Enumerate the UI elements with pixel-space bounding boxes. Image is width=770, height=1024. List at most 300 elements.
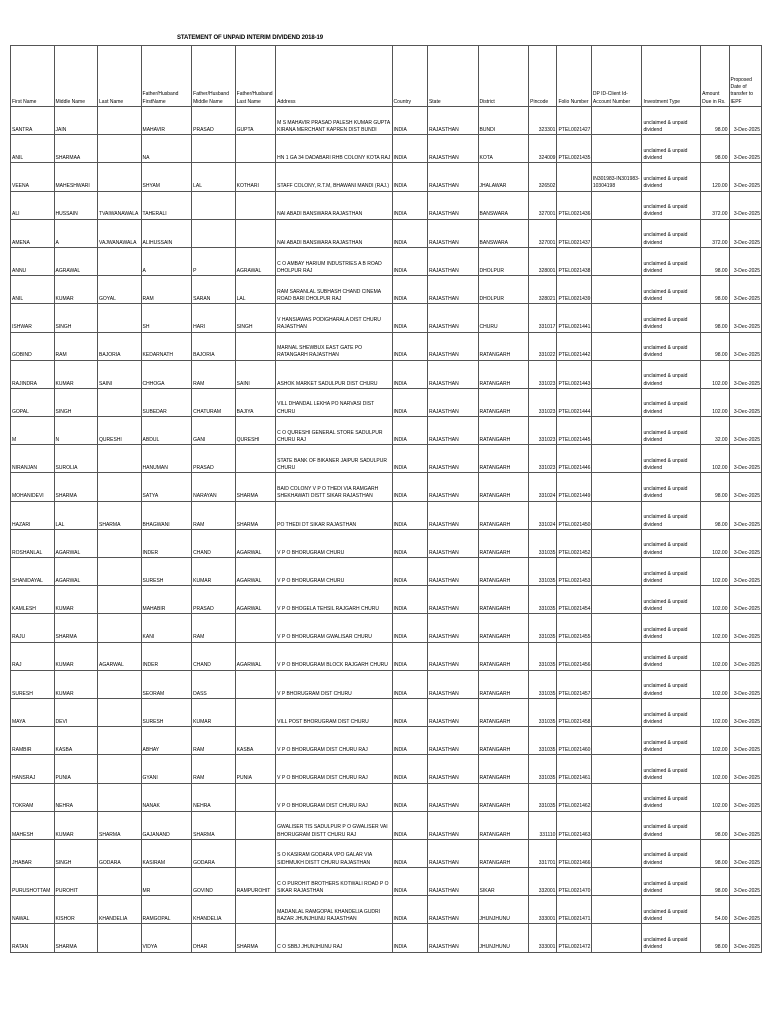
cell-father-last-name — [235, 135, 275, 163]
cell-amount-due: 98.00 — [701, 135, 729, 163]
cell-father-last-name — [235, 896, 275, 924]
cell-state: RAJASTHAN — [427, 388, 478, 416]
cell-dp-client-id — [591, 417, 642, 445]
cell-father-middle-name: RAM — [192, 501, 236, 529]
cell-district: BANSWARA — [478, 191, 529, 219]
table-row — [11, 586, 762, 614]
cell-father-first-name: ABDUL — [141, 417, 192, 445]
cell-father-first-name: KASIRAM — [141, 839, 192, 867]
cell-district: JHALAWAR — [478, 163, 529, 191]
cell-country: INDIA — [392, 924, 427, 952]
cell-country: INDIA — [392, 163, 427, 191]
cell-pincode: 331035 — [529, 670, 557, 698]
cell-father-middle-name: SARAN — [192, 276, 236, 304]
cell-district: JHUNJHUNU — [478, 896, 529, 924]
cell-amount-due: 98.00 — [701, 501, 729, 529]
cell-address: V P O BHORUGRAM CHURU — [276, 529, 392, 557]
cell-last-name: TVAIWANAWALA — [98, 191, 142, 219]
cell-father-middle-name: LAL — [192, 163, 236, 191]
cell-investment-type: unclaimed & unpaid dividend — [642, 417, 701, 445]
cell-amount-due: 102.00 — [701, 642, 729, 670]
cell-father-middle-name: KHANDELIA — [192, 896, 236, 924]
cell-district: JHUNJHUNU — [478, 924, 529, 952]
cell-district: RATANGARH — [478, 558, 529, 586]
cell-amount-due: 98.00 — [701, 924, 729, 952]
cell-amount-due: 98.00 — [701, 868, 729, 896]
cell-middle-name: NEHRA — [54, 783, 98, 811]
cell-first-name: NIRANJAN — [11, 445, 55, 473]
table-row — [11, 276, 762, 304]
col-header-district: District — [478, 46, 529, 107]
col-header-father-middle-name: Father/Husband Middle Name — [192, 46, 236, 107]
cell-last-name — [98, 247, 142, 275]
cell-dp-client-id — [591, 670, 642, 698]
cell-transfer-date: 3-Dec-2025 — [729, 417, 762, 445]
cell-state: RAJASTHAN — [427, 614, 478, 642]
cell-transfer-date: 3-Dec-2025 — [729, 896, 762, 924]
cell-district: RATANGARH — [478, 417, 529, 445]
cell-investment-type: unclaimed & unpaid dividend — [642, 896, 701, 924]
cell-middle-name: KUMAR — [54, 811, 98, 839]
page-title: STATEMENT OF UNPAID INTERIM DIVIDEND 2018-19 — [177, 35, 323, 41]
cell-middle-name: SINGH — [54, 388, 98, 416]
cell-father-last-name — [235, 219, 275, 247]
cell-father-first-name: MAHABIR — [141, 586, 192, 614]
cell-father-middle-name: RAM — [192, 360, 236, 388]
cell-district: RATANGARH — [478, 360, 529, 388]
cell-district: BANSWARA — [478, 219, 529, 247]
cell-transfer-date: 3-Dec-2025 — [729, 191, 762, 219]
cell-transfer-date: 3-Dec-2025 — [729, 163, 762, 191]
cell-address: V P BHORUGRAM DIST CHURU — [276, 670, 392, 698]
cell-state: RAJASTHAN — [427, 698, 478, 726]
cell-address: V HANSIAWAS PODIGHARALA DIST CHURU RAJASTHAN — [276, 304, 392, 332]
cell-dp-client-id — [591, 924, 642, 952]
cell-last-name — [98, 614, 142, 642]
cell-investment-type: unclaimed & unpaid dividend — [642, 247, 701, 275]
header-row — [11, 46, 762, 107]
cell-transfer-date: 3-Dec-2025 — [729, 755, 762, 783]
cell-country: INDIA — [392, 783, 427, 811]
table-row — [11, 135, 762, 163]
cell-father-middle-name: PRASAD — [192, 107, 236, 135]
cell-investment-type: unclaimed & unpaid dividend — [642, 727, 701, 755]
table-row — [11, 670, 762, 698]
cell-state: RAJASTHAN — [427, 276, 478, 304]
cell-district: CHURU — [478, 304, 529, 332]
cell-father-first-name: ABHAY — [141, 727, 192, 755]
cell-middle-name: AGRAWAL — [54, 247, 98, 275]
cell-district: SIKAR — [478, 868, 529, 896]
cell-father-last-name: GUPTA — [235, 107, 275, 135]
cell-last-name: GODARA — [98, 839, 142, 867]
cell-middle-name: SHARMA — [54, 614, 98, 642]
cell-country: INDIA — [392, 247, 427, 275]
cell-last-name — [98, 586, 142, 614]
cell-father-first-name: ALIHUSSAIN — [141, 219, 192, 247]
cell-pincode: 333001 — [529, 896, 557, 924]
cell-father-middle-name: KUMAR — [192, 558, 236, 586]
cell-pincode: 331024 — [529, 473, 557, 501]
cell-investment-type: unclaimed & unpaid dividend — [642, 388, 701, 416]
cell-middle-name: A — [54, 219, 98, 247]
cell-address: HN 1 GA 34 DADABARI RHB COLONY KOTA RAJ — [276, 135, 392, 163]
cell-amount-due: 102.00 — [701, 558, 729, 586]
col-header-address: Address — [276, 46, 392, 107]
cell-transfer-date: 3-Dec-2025 — [729, 924, 762, 952]
cell-country: INDIA — [392, 727, 427, 755]
cell-father-first-name: HANUMAN — [141, 445, 192, 473]
col-header-state: State — [427, 46, 478, 107]
col-header-middle-name: Middle Name — [54, 46, 98, 107]
cell-father-first-name: GAJANAND — [141, 811, 192, 839]
cell-father-first-name: BHAGWANI — [141, 501, 192, 529]
cell-state: RAJASTHAN — [427, 529, 478, 557]
cell-state: RAJASTHAN — [427, 332, 478, 360]
cell-folio-number: PTEL0021438 — [557, 247, 591, 275]
cell-pincode: 331023 — [529, 445, 557, 473]
cell-country: INDIA — [392, 558, 427, 586]
cell-father-first-name: SATYA — [141, 473, 192, 501]
cell-first-name: SHANIDAYAL — [11, 558, 55, 586]
cell-father-last-name — [235, 698, 275, 726]
cell-pincode: 331035 — [529, 642, 557, 670]
cell-investment-type: unclaimed & unpaid dividend — [642, 191, 701, 219]
cell-amount-due: 98.00 — [701, 332, 729, 360]
cell-folio-number: PTEL0021444 — [557, 388, 591, 416]
cell-district: RATANGARH — [478, 811, 529, 839]
cell-transfer-date: 3-Dec-2025 — [729, 332, 762, 360]
cell-first-name: RAJ — [11, 642, 55, 670]
cell-transfer-date: 3-Dec-2025 — [729, 614, 762, 642]
cell-last-name: QURESHI — [98, 417, 142, 445]
cell-father-last-name — [235, 332, 275, 360]
cell-father-last-name: KOTHARI — [235, 163, 275, 191]
cell-last-name — [98, 698, 142, 726]
cell-dp-client-id — [591, 586, 642, 614]
table-row — [11, 839, 762, 867]
cell-father-first-name: TAHERALI — [141, 191, 192, 219]
cell-district: RATANGARH — [478, 614, 529, 642]
cell-state: RAJASTHAN — [427, 811, 478, 839]
cell-first-name: ANIL — [11, 276, 55, 304]
cell-country: INDIA — [392, 219, 427, 247]
cell-father-last-name — [235, 191, 275, 219]
cell-first-name: MOHANIDEVI — [11, 473, 55, 501]
cell-address: BAID COLONY V P O THEDI VIA RAMGARH SHEKHAWATI DISTT SIKAR RAJASTHAN — [276, 473, 392, 501]
cell-father-first-name: SURESH — [141, 698, 192, 726]
cell-address: VILL POST BHORUGRAM DIST CHURU — [276, 698, 392, 726]
cell-father-last-name: AGARWAL — [235, 642, 275, 670]
cell-pincode: 331017 — [529, 304, 557, 332]
cell-first-name: NAWAL — [11, 896, 55, 924]
cell-last-name — [98, 304, 142, 332]
cell-amount-due: 98.00 — [701, 304, 729, 332]
cell-middle-name: JAIN — [54, 107, 98, 135]
cell-amount-due: 98.00 — [701, 107, 729, 135]
cell-address: C O SBBJ JHUNJHUNU RAJ — [276, 924, 392, 952]
cell-dp-client-id — [591, 558, 642, 586]
cell-transfer-date: 3-Dec-2025 — [729, 642, 762, 670]
table-row — [11, 360, 762, 388]
cell-pincode: 331035 — [529, 529, 557, 557]
cell-address: M S MAHAVIR PRASAD PALESH KUMAR GUPTA KIRANA MERCHANT KAPREN DIST BUNDI — [276, 107, 392, 135]
cell-first-name: GOPAL — [11, 388, 55, 416]
cell-transfer-date: 3-Dec-2025 — [729, 783, 762, 811]
cell-district: RATANGARH — [478, 501, 529, 529]
cell-state: RAJASTHAN — [427, 727, 478, 755]
col-header-transfer-date: Proposed Date of transfer to IEPF — [729, 46, 762, 107]
cell-district: RATANGARH — [478, 388, 529, 416]
cell-father-first-name: SEORAM — [141, 670, 192, 698]
cell-father-middle-name: GODARA — [192, 839, 236, 867]
col-header-last-name: Last Name — [98, 46, 142, 107]
col-header-amount-due: Amount Due in Rs. — [701, 46, 729, 107]
cell-pincode: 331035 — [529, 614, 557, 642]
cell-amount-due: 32.00 — [701, 417, 729, 445]
cell-first-name: HAZARI — [11, 501, 55, 529]
table-body — [11, 107, 762, 953]
cell-father-last-name: RAMPUROHIT — [235, 868, 275, 896]
cell-last-name — [98, 135, 142, 163]
cell-father-middle-name — [192, 219, 236, 247]
cell-country: INDIA — [392, 191, 427, 219]
cell-address: VILL DHANDAL LEKHA PO NARVASI DIST CHURU — [276, 388, 392, 416]
cell-state: RAJASTHAN — [427, 868, 478, 896]
cell-folio-number: PTEL0021460 — [557, 727, 591, 755]
cell-father-last-name: SINGH — [235, 304, 275, 332]
cell-dp-client-id — [591, 727, 642, 755]
cell-country: INDIA — [392, 417, 427, 445]
cell-pincode: 331023 — [529, 388, 557, 416]
cell-folio-number: PTEL0021455 — [557, 614, 591, 642]
cell-amount-due: 98.00 — [701, 247, 729, 275]
cell-middle-name: DEVI — [54, 698, 98, 726]
cell-investment-type: unclaimed & unpaid dividend — [642, 839, 701, 867]
cell-middle-name: PUNIA — [54, 755, 98, 783]
cell-investment-type: unclaimed & unpaid dividend — [642, 586, 701, 614]
cell-father-first-name: KANI — [141, 614, 192, 642]
cell-dp-client-id — [591, 388, 642, 416]
cell-transfer-date: 3-Dec-2025 — [729, 698, 762, 726]
cell-first-name: RAMBIR — [11, 727, 55, 755]
cell-dp-client-id — [591, 868, 642, 896]
cell-country: INDIA — [392, 107, 427, 135]
cell-transfer-date: 3-Dec-2025 — [729, 558, 762, 586]
cell-investment-type: unclaimed & unpaid dividend — [642, 670, 701, 698]
cell-middle-name: SHARMA — [54, 924, 98, 952]
cell-dp-client-id — [591, 360, 642, 388]
table-row — [11, 529, 762, 557]
table-row — [11, 388, 762, 416]
cell-investment-type: unclaimed & unpaid dividend — [642, 811, 701, 839]
cell-folio-number: PTEL0021458 — [557, 698, 591, 726]
cell-state: RAJASTHAN — [427, 839, 478, 867]
cell-pincode: 331023 — [529, 417, 557, 445]
cell-folio-number: PTEL0021470 — [557, 868, 591, 896]
cell-father-first-name: SH — [141, 304, 192, 332]
cell-investment-type: unclaimed & unpaid dividend — [642, 614, 701, 642]
cell-last-name — [98, 388, 142, 416]
cell-transfer-date: 3-Dec-2025 — [729, 670, 762, 698]
cell-folio-number: PTEL0021441 — [557, 304, 591, 332]
cell-middle-name: KUMAR — [54, 642, 98, 670]
cell-state: RAJASTHAN — [427, 445, 478, 473]
cell-investment-type: unclaimed & unpaid dividend — [642, 107, 701, 135]
cell-transfer-date: 3-Dec-2025 — [729, 107, 762, 135]
table-row — [11, 698, 762, 726]
cell-first-name: ALI — [11, 191, 55, 219]
cell-last-name: SAINI — [98, 360, 142, 388]
cell-father-last-name: AGARWAL — [235, 529, 275, 557]
cell-father-first-name: INDER — [141, 642, 192, 670]
cell-folio-number: PTEL0021456 — [557, 642, 591, 670]
cell-middle-name: KUMAR — [54, 360, 98, 388]
cell-address: V P O BHORUGRAM CHURU — [276, 558, 392, 586]
cell-amount-due: 102.00 — [701, 388, 729, 416]
cell-middle-name: RAM — [54, 332, 98, 360]
cell-country: INDIA — [392, 501, 427, 529]
cell-address: C O PUROHIT BROTHERS KOTWALI ROAD P O SIKAR RAJASTHAN — [276, 868, 392, 896]
table-row — [11, 924, 762, 952]
cell-country: INDIA — [392, 670, 427, 698]
table-row — [11, 304, 762, 332]
cell-address: RAM SARANLAL SUBHASH CHAND CINEMA ROAD BARI DHOLPUR RAJ — [276, 276, 392, 304]
cell-country: INDIA — [392, 586, 427, 614]
table-row — [11, 417, 762, 445]
cell-middle-name: AGARWAL — [54, 558, 98, 586]
cell-country: INDIA — [392, 304, 427, 332]
cell-middle-name: KUMAR — [54, 586, 98, 614]
cell-dp-client-id — [591, 191, 642, 219]
cell-investment-type: unclaimed & unpaid dividend — [642, 445, 701, 473]
cell-dp-client-id — [591, 614, 642, 642]
cell-folio-number: PTEL0021446 — [557, 445, 591, 473]
cell-country: INDIA — [392, 360, 427, 388]
cell-address: C O QURESHI GENERAL STORE SADULPUR CHURU RAJ — [276, 417, 392, 445]
cell-dp-client-id — [591, 529, 642, 557]
cell-father-middle-name: GOVIND — [192, 868, 236, 896]
cell-district: BUNDI — [478, 107, 529, 135]
cell-father-first-name: NANAK — [141, 783, 192, 811]
cell-first-name: GOBIND — [11, 332, 55, 360]
cell-last-name — [98, 868, 142, 896]
cell-folio-number: PTEL0021463 — [557, 811, 591, 839]
cell-father-middle-name: KUMAR — [192, 698, 236, 726]
cell-amount-due: 120.00 — [701, 163, 729, 191]
cell-middle-name: SHARMAA — [54, 135, 98, 163]
cell-investment-type: unclaimed & unpaid dividend — [642, 163, 701, 191]
cell-pincode: 328001 — [529, 247, 557, 275]
cell-first-name: ANNU — [11, 247, 55, 275]
cell-transfer-date: 3-Dec-2025 — [729, 501, 762, 529]
cell-father-last-name — [235, 445, 275, 473]
cell-address: V P O BHORUGRAM GWALISAR CHURU — [276, 614, 392, 642]
cell-state: RAJASTHAN — [427, 896, 478, 924]
cell-last-name — [98, 727, 142, 755]
cell-country: INDIA — [392, 445, 427, 473]
cell-amount-due: 102.00 — [701, 360, 729, 388]
cell-father-last-name: SHARMA — [235, 924, 275, 952]
cell-transfer-date: 3-Dec-2025 — [729, 219, 762, 247]
cell-last-name — [98, 107, 142, 135]
cell-father-last-name — [235, 839, 275, 867]
table-row — [11, 107, 762, 135]
cell-country: INDIA — [392, 388, 427, 416]
cell-last-name — [98, 558, 142, 586]
cell-address: MARNAL SHEWBUX EAST GATE PO RATANGARH RAJASTHAN — [276, 332, 392, 360]
cell-father-first-name: GYANI — [141, 755, 192, 783]
cell-folio-number — [557, 163, 591, 191]
cell-father-first-name: SURESH — [141, 558, 192, 586]
cell-last-name — [98, 755, 142, 783]
cell-father-last-name — [235, 670, 275, 698]
cell-first-name: RATAN — [11, 924, 55, 952]
cell-father-middle-name: CHAND — [192, 529, 236, 557]
cell-transfer-date: 3-Dec-2025 — [729, 868, 762, 896]
cell-father-first-name: VIDYA — [141, 924, 192, 952]
cell-pincode: 324009 — [529, 135, 557, 163]
cell-pincode: 331110 — [529, 811, 557, 839]
cell-dp-client-id — [591, 135, 642, 163]
cell-transfer-date: 3-Dec-2025 — [729, 388, 762, 416]
cell-transfer-date: 3-Dec-2025 — [729, 727, 762, 755]
cell-middle-name: AGARWAL — [54, 529, 98, 557]
cell-country: INDIA — [392, 642, 427, 670]
cell-state: RAJASTHAN — [427, 642, 478, 670]
cell-amount-due: 102.00 — [701, 445, 729, 473]
cell-first-name: MAHESH — [11, 811, 55, 839]
cell-last-name: BAJORIA — [98, 332, 142, 360]
table-row — [11, 473, 762, 501]
cell-first-name: ROSHANLAL — [11, 529, 55, 557]
cell-investment-type: unclaimed & unpaid dividend — [642, 529, 701, 557]
cell-first-name: SANTRA — [11, 107, 55, 135]
cell-investment-type: unclaimed & unpaid dividend — [642, 642, 701, 670]
cell-amount-due: 102.00 — [701, 529, 729, 557]
cell-father-first-name: A — [141, 247, 192, 275]
cell-district: RATANGARH — [478, 727, 529, 755]
cell-father-last-name: AGRAWAL — [235, 247, 275, 275]
cell-transfer-date: 3-Dec-2025 — [729, 586, 762, 614]
cell-address: STAFF COLONY, R.T.M, BHAWANI MANDI (RAJ.) — [276, 163, 392, 191]
cell-father-middle-name: CHAND — [192, 642, 236, 670]
cell-last-name — [98, 473, 142, 501]
cell-dp-client-id — [591, 783, 642, 811]
cell-investment-type: unclaimed & unpaid dividend — [642, 755, 701, 783]
cell-dp-client-id — [591, 811, 642, 839]
cell-last-name — [98, 670, 142, 698]
cell-address: GWALISER TIS SADULPUR P O GWALISER VAI BHORUGRAM DISTT CHURU RAJ — [276, 811, 392, 839]
cell-district: RATANGARH — [478, 586, 529, 614]
cell-last-name: AGARWAL — [98, 642, 142, 670]
cell-pincode: 331035 — [529, 698, 557, 726]
cell-father-middle-name: P — [192, 247, 236, 275]
cell-dp-client-id — [591, 698, 642, 726]
cell-father-last-name — [235, 783, 275, 811]
cell-first-name: MAYA — [11, 698, 55, 726]
cell-father-last-name: PUNIA — [235, 755, 275, 783]
cell-father-middle-name: RAM — [192, 614, 236, 642]
cell-district: RATANGARH — [478, 839, 529, 867]
cell-father-last-name: LAL — [235, 276, 275, 304]
cell-state: RAJASTHAN — [427, 924, 478, 952]
col-header-pincode: Pincode — [529, 46, 557, 107]
cell-father-first-name: NA — [141, 135, 192, 163]
cell-father-last-name: AGARWAL — [235, 558, 275, 586]
table-row — [11, 445, 762, 473]
cell-transfer-date: 3-Dec-2025 — [729, 811, 762, 839]
